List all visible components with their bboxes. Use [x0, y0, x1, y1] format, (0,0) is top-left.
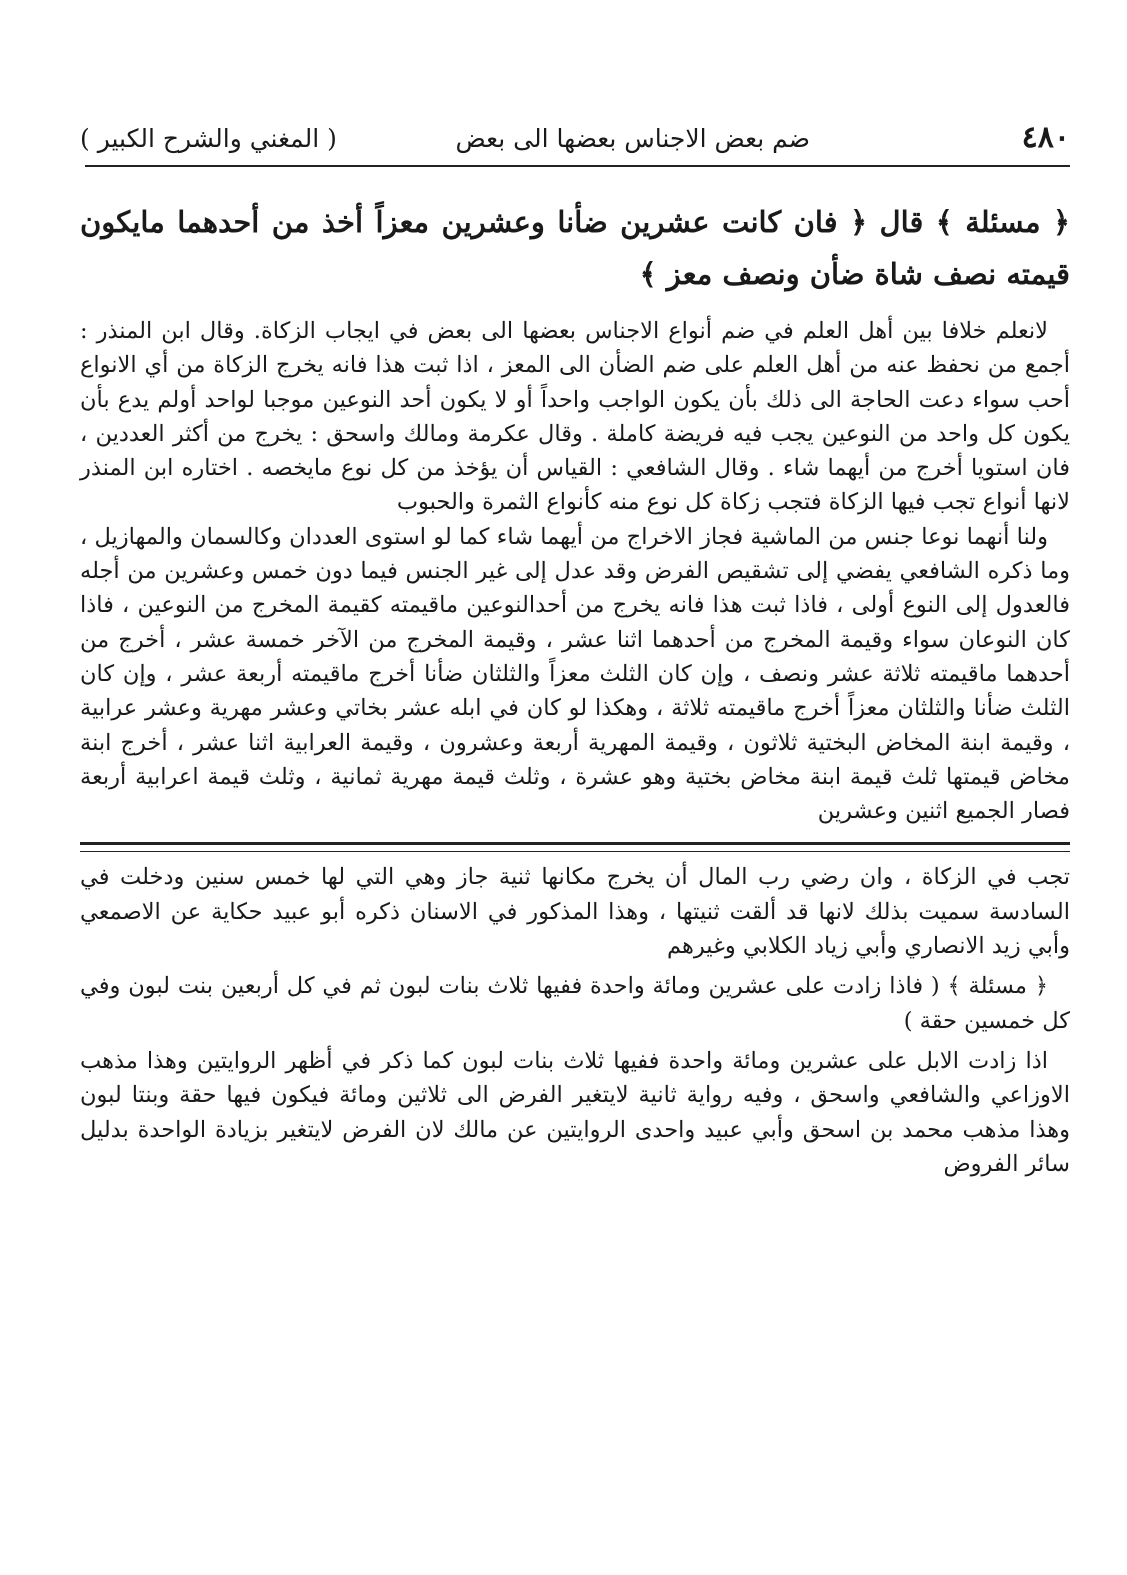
footnote-masala: ﴿ مسئلة ﴾ ( فاذا زادت على عشرين ومائة واحدة ففيها ثلاث بنات لبون ثم في كل أربعين بنت لبون وفي كل خمسين حقة ) — [80, 973, 1070, 1034]
header-rule — [85, 165, 1070, 167]
page-number: ٤٨٠ — [1021, 120, 1070, 155]
footnote-paragraph: اذا زادت الابل على عشرين ومائة واحدة ففيها ثلاث بنات لبون كما ذكر في أظهر الروايتين وهذا مذهب الاوزاعي والشافعي واسحق ، وفيه رواية ثانية لايتغير الفرض الى ثلاثين ومائة فيكون فيها حقة وبنتا لبون وهذا مذهب محمد بن اسحق وأبي عبيد واحدى الروايتين عن مالك لان الفرض لايتغير بزيادة الواحدة بدليل سائر الفروض — [80, 1047, 1070, 1177]
footnote-paragraph: تجب في الزكاة ، وان رضي رب المال أن يخرج مكانها ثنية جاز وهي التي لها خمس سنين ودخلت في السادسة سميت بذلك لانها قد ألقت ثنيتها ، وهذا المذكور في الاسنان ذكره أبو عبيد حكاية عن الاصمعي وأبي زيد الانصاري وأبي زياد الكلابي وغيرهم — [80, 864, 1070, 960]
masala-heading: ﴿ مسئلة ﴾ قال ﴿ فان كانت عشرين ضأنا وعشرين معزاً أخذ من أحدهما مايكون قيمته نصف شاة ضأن ونصف معز ﴾ — [80, 205, 1070, 291]
page-header — [70, 120, 1070, 166]
footnote-divider — [80, 842, 1070, 852]
paragraph: لانعلم خلافا بين أهل العلم في ضم أنواع الاجناس بعضها الى بعض في ايجاب الزكاة. وقال ابن المنذر : أجمع من نحفظ عنه من أهل العلم على ضم الضأن الى المعز ، اذا ثبت هذا فانه يخرج الزكاة من أي الانواع أحب سواء دعت الحاجة الى ذلك بأن يكون الواجب واحداً أو لا يكون أحد النوعين موجبا لواحد أولم يدع بأن يكون كل واحد من النوعين يجب فيه فريضة كاملة . وقال عكرمة ومالك واسحق : يخرج من أكثر العددين ، فان استويا أخرج من أيهما شاء . وقال الشافعي : القياس أن يؤخذ من كل نوع مايخصه . اختاره ابن المنذر لانها أنواع تجب فيها الزكاة فتجب زكاة كل نوع منه كأنواع الثمرة والحبوب — [80, 318, 1070, 516]
main-text — [70, 314, 1070, 828]
paragraph: ولنا أنهما نوعا جنس من الماشية فجاز الاخراج من أيهما شاء كما لو استوى العددان وكالسمان والمهازيل ، وما ذكره الشافعي يفضي إلى تشقيص الفرض وقد عدل إلى غير الجنس فيما دون خمس وعشرين من أجله فالعدول إلى النوع أولى ، فاذا ثبت هذا فانه يخرج من أحدالنوعين ماقيمته كقيمة المخرج من النوعين ، فاذا كان النوعان سواء وقيمة المخرج من أحدهما اثنا عشر ، وقيمة المخرج من الآخر خمسة عشر ، أخرج من أحدهما ماقيمته ثلاثة عشر ونصف ، وإن كان الثلث معزاً والثلثان ضأنا أخرج ماقيمته أربعة عشر ، وإن كان الثلث ضأنا والثلثان معزاً أخرج ماقيمته ثلاثة ، وهكذا لو كان في ابله عشر بخاتي وعشر مهرية وعشر عرابية ، وقيمة ابنة المخاض البختية ثلاثون ، وقيمة المهرية أربعة وعشرون ، وقيمة العرابية اثنا عشر ، أخرج ابنة مخاض قيمتها ثلث قيمة ابنة مخاض بختية وهو عشرة ، وثلث قيمة مهرية ثمانية ، وثلث قيمة اعرابية أربعة فصار الجميع اثنين وعشرين — [80, 523, 1070, 825]
footnote-section — [70, 860, 1070, 1181]
book-title: ( المغني والشرح الكبير ) — [80, 124, 337, 153]
running-title: ضم بعض الاجناس بعضها الى بعض — [455, 124, 810, 153]
page — [70, 120, 1070, 1181]
